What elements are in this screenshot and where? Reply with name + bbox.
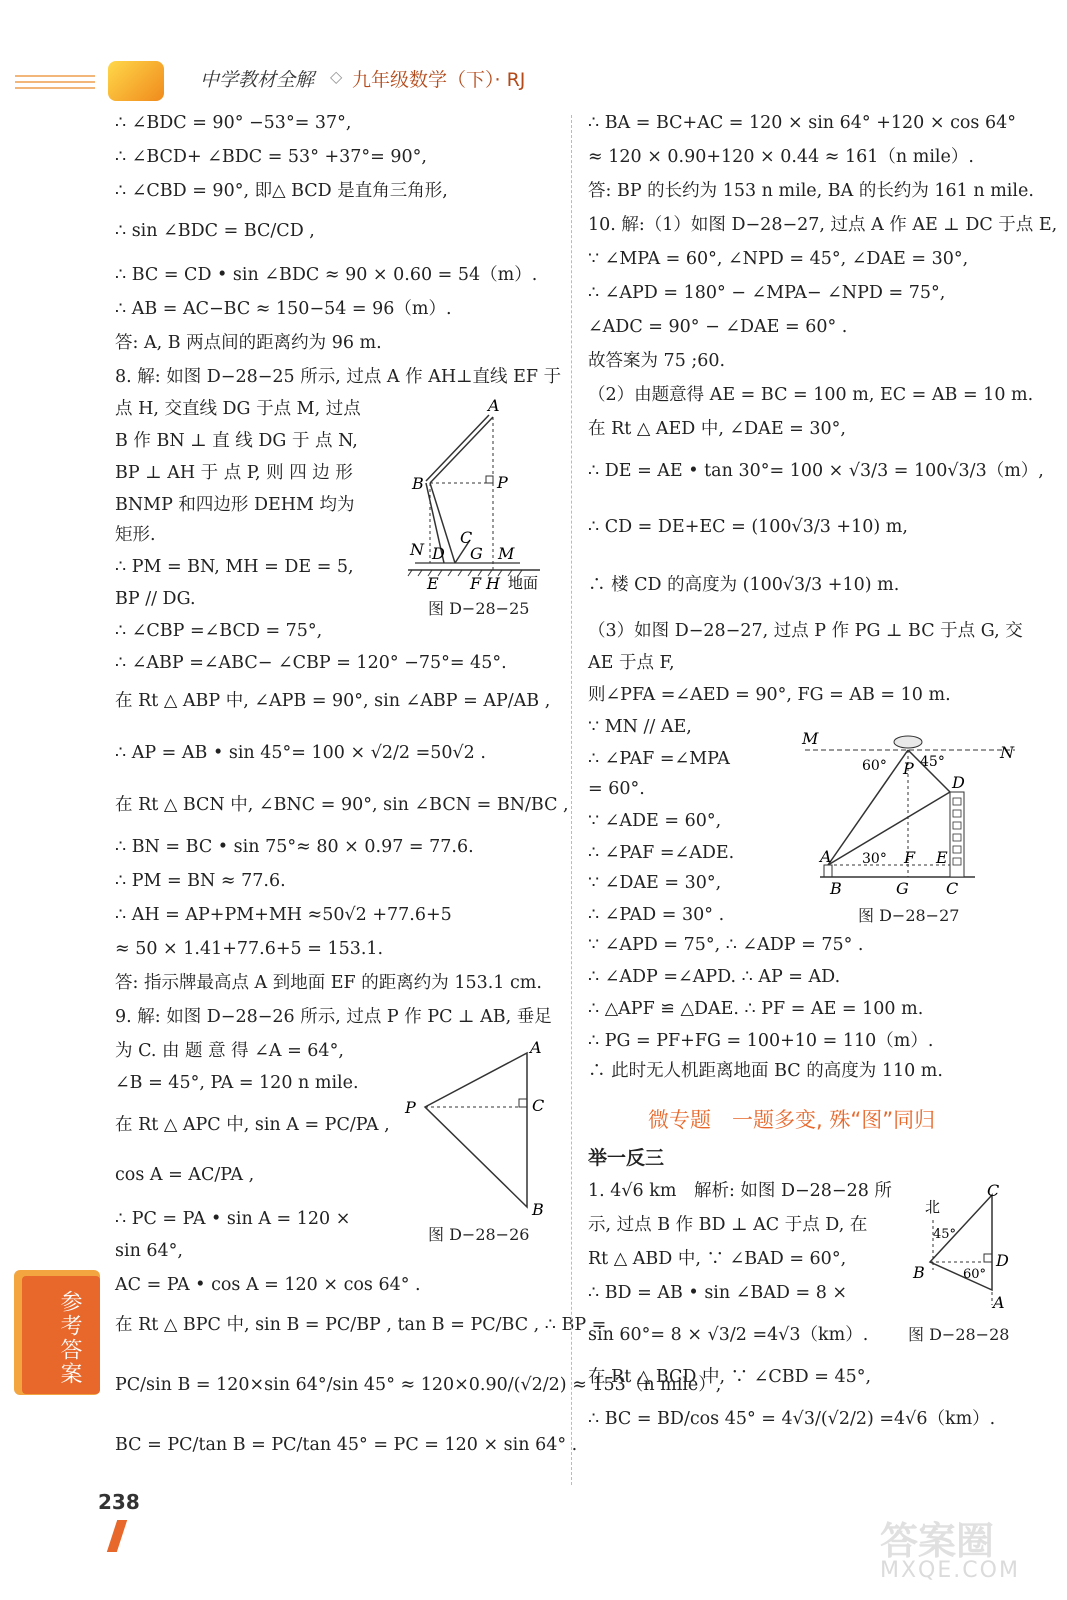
text-line: sin 64°, [115,1241,183,1261]
column-divider [571,115,572,1485]
label-m: M [802,729,819,748]
text-line: ∵ ∠ADE = 60°, [588,811,722,831]
figure-d-28-26 [400,1035,560,1225]
watermark-logo: 答案圈 [880,1519,995,1563]
text-line: ∴ PM = BN, MH = DE = 5, [115,557,354,577]
text-line: ∴ BC = BD/cos 45° = 4√3/(√2/2) =4√6（km）. [588,1409,996,1429]
header-separator: ◇ [330,67,343,86]
text-line: ≈ 120 × 0.90+120 × 0.44 ≈ 161（n mile）. [588,147,974,167]
angle-45: 45° [933,1227,957,1242]
text-line: ∴ BN = BC • sin 75°≈ 80 × 0.97 = 77.6. [115,837,474,857]
text-line: 9. 解: 如图 D−28−26 所示, 过点 P 作 PC ⊥ AB, 垂足 [115,1007,552,1027]
text-line: AE 于点 F, [588,653,675,673]
text-line: 答: A, B 两点间的距离约为 96 m. [115,333,382,353]
header-decoration [15,75,95,91]
text-line: 在 Rt △ BPC 中, sin B = PC/BP , tan B = PC/BC , ∴ BP = [115,1315,607,1335]
text-line: ∴ ∠ABP =∠ABC− ∠CBP = 120° −75°= 45°. [115,653,507,673]
text-line: = 60°. [588,779,645,799]
drone-icon [894,736,922,748]
side-tab-label: 参考答案 [57,1290,82,1386]
figure-d-28-28 [905,1180,1025,1320]
text-line: ∴ BD = AB • sin ∠BAD = 8 × [588,1283,848,1303]
text-line: BP // DG. [115,589,196,609]
text-line: 矩形. [115,525,156,545]
text-line: ∴ ∠CBP =∠BCD = 75°, [115,621,323,641]
angle-30: 30° [862,851,887,867]
label-d: D [996,1251,1009,1270]
label-p: P [405,1098,416,1117]
text-line: 故答案为 75 ;60. [588,351,726,371]
text-line: ∴ CD = DE+EC = (100√3/3 +10) m, [588,517,908,537]
figure-caption: 图 D−28−27 [858,906,960,925]
text-line: ∴ ∠BDC = 90° −53°= 37°, [115,113,352,133]
label-a: A [820,847,832,866]
figure-caption: 图 D−28−25 [428,599,530,618]
text-line: ∴ ∠CBD = 90°, 即△ BCD 是直角三角形, [115,181,448,201]
special-topic-title: 微专题 一题多变, 殊“图”同归 [648,1108,936,1132]
label-d: D [432,544,445,563]
text-line: 示, 过点 B 作 BD ⊥ AC 于点 D, 在 [588,1215,868,1235]
figure-caption: 图 D−28−28 [908,1325,1010,1344]
text-line: 在 Rt △ ABP 中, ∠APB = 90°, sin ∠ABP = AP/AB , [115,691,551,711]
label-g: G [470,544,483,563]
text-line: ∵ MN // AE, [588,717,692,737]
label-ground: 地面 [508,574,539,592]
text-line: ∴ 此时无人机距离地面 BC 的高度为 110 m. [588,1061,943,1081]
book-subtitle: 九年级数学（下）· RJ [352,69,526,91]
angle-60: 60° [862,758,887,774]
text-line: 10. 解:（1）如图 D−28−27, 过点 A 作 AE ⊥ DC 于点 E, [588,215,1058,235]
text-line: ∴ △APF ≌ △DAE. ∴ PF = AE = 100 m. [588,999,924,1019]
label-n: N [410,540,424,559]
text-line: ∴ AB = AC−BC ≈ 150−54 = 96（m）. [115,299,452,319]
text-line: ∴ PM = BN ≈ 77.6. [115,871,286,891]
text-line: ∵ ∠DAE = 30°, [588,873,722,893]
label-f: F [904,848,916,867]
text-line: BP ⊥ AH 于 点 P, 则 四 边 形 [115,463,353,483]
text-line: ∴ PC = PA • sin A = 120 × [115,1209,351,1229]
figure-d-28-27 [800,722,1025,902]
label-c: C [987,1181,1000,1200]
page-header [0,55,1067,105]
text-line: 在 Rt △ BCN 中, ∠BNC = 90°, sin ∠BCN = BN/BC , [115,795,569,815]
text-line: Rt △ ABD 中, ∵ ∠BAD = 60°, [588,1249,847,1269]
label-p: P [903,759,914,778]
text-line: ≈ 50 × 1.41+77.6+5 = 153.1. [115,939,384,959]
page-number: 238 [98,1490,140,1514]
label-b: B [913,1263,925,1282]
text-line: ∴ AP = AB • sin 45°= 100 × √2/2 =50√2 . [115,743,486,763]
text-line: ∴ AH = AP+PM+MH ≈50√2 +77.6+5 [115,905,452,925]
label-f: F [470,574,482,593]
text-line: 在 Rt △ AED 中, ∠DAE = 30°, [588,419,846,439]
text-line: ∴ ∠PAF =∠ADE. [588,843,735,863]
text-line: 1. 4√6 km 解析: 如图 D−28−28 所 [588,1181,892,1201]
angle-45: 45° [920,754,945,770]
text-line: B 作 BN ⊥ 直 线 DG 于 点 N, [115,431,358,451]
label-b: B [412,474,424,493]
text-line: ∠ADC = 90° − ∠DAE = 60° . [588,317,848,337]
text-line: 答: BP 的长约为 153 n mile, BA 的长约为 161 n mile. [588,181,1034,201]
label-b: B [830,879,842,898]
text-line: ∴ sin ∠BDC = BC/CD , [115,221,315,241]
text-line: ∴ PG = PF+FG = 100+10 = 110（m）. [588,1031,934,1051]
figure-d-28-25 [400,395,550,595]
label-a: A [488,396,500,415]
text-line: BC = PC/tan B = PC/tan 45° = PC = 120 × sin 64° . [115,1435,578,1455]
label-m: M [498,544,515,563]
text-line: 点 H, 交直线 DG 于点 M, 过点 [115,399,361,419]
label-a: A [993,1293,1005,1312]
label-h: H [486,574,500,593]
text-line: ∠B = 45°, PA = 120 n mile. [115,1073,359,1093]
label-e: E [427,574,439,593]
text-line: ∴ ∠PAF =∠MPA [588,749,730,769]
watermark-url: MXQE.COM [880,1558,1020,1583]
label-a: A [530,1038,542,1057]
text-line: ∴ BC = CD • sin ∠BDC ≈ 90 × 0.60 = 54（m）. [115,265,538,285]
text-line: ∴ ∠APD = 180° − ∠MPA− ∠NPD = 75°, [588,283,946,303]
text-line: （3）如图 D−28−27, 过点 P 作 PG ⊥ BC 于点 G, 交 [588,621,1023,641]
text-line: 答: 指示牌最高点 A 到地面 EF 的距离约为 153.1 cm. [115,973,542,993]
text-line: cos A = AC/PA , [115,1165,255,1185]
label-d: D [952,773,965,792]
text-line: PC/sin B = 120×sin 64°/sin 45° ≈ 120×0.90/(√2/2) ≈ 153（n mile）, [115,1375,722,1395]
label-c: C [460,528,473,547]
text-line: 8. 解: 如图 D−28−25 所示, 过点 A 作 AH⊥直线 EF 于 [115,367,562,387]
text-line: ∴ BA = BC+AC = 120 × sin 64° +120 × cos 64° [588,113,1016,133]
figure-caption: 图 D−28−26 [428,1225,530,1244]
book-logo-icon [108,61,164,101]
angle-60: 60° [963,1267,987,1282]
label-c: C [946,879,959,898]
text-line: AC = PA • cos A = 120 × cos 64° . [115,1275,421,1295]
label-b: B [532,1200,544,1219]
text-line: BNMP 和四边形 DEHM 均为 [115,495,355,515]
text-line: ∵ ∠APD = 75°, ∴ ∠ADP = 75° . [588,935,864,955]
section-heading: 举一反三 [588,1147,665,1169]
text-line: 则∠PFA =∠AED = 90°, FG = AB = 10 m. [588,685,951,705]
label-n: N [1000,743,1014,762]
label-g: G [896,879,909,898]
book-title: 中学教材全解 [200,69,315,91]
text-line: 在 Rt △ BCD 中, ∵ ∠CBD = 45°, [588,1367,872,1387]
text-line: 为 C. 由 题 意 得 ∠A = 64°, [115,1041,344,1061]
text-line: ∴ DE = AE • tan 30°= 100 × √3/3 = 100√3/3（m）, [588,461,1044,481]
text-line: ∵ ∠MPA = 60°, ∠NPD = 45°, ∠DAE = 30°, [588,249,969,269]
label-c: C [532,1096,545,1115]
text-line: ∴ 楼 CD 的高度为 (100√3/3 +10) m. [588,575,900,595]
text-line: （2）由题意得 AE = BC = 100 m, EC = AB = 10 m. [588,385,1034,405]
text-line: sin 60°= 8 × √3/2 =4√3（km）. [588,1325,869,1345]
page-number-mark [107,1520,127,1552]
text-line: 在 Rt △ APC 中, sin A = PC/PA , [115,1115,390,1135]
text-line: ∴ ∠ADP =∠APD. ∴ AP = AD. [588,967,841,987]
label-p: P [497,473,508,492]
label-north: 北 [925,1198,941,1216]
text-line: ∴ ∠BCD+ ∠BDC = 53° +37°= 90°, [115,147,427,167]
label-e: E [936,848,948,867]
text-line: ∴ ∠PAD = 30° . [588,905,725,925]
